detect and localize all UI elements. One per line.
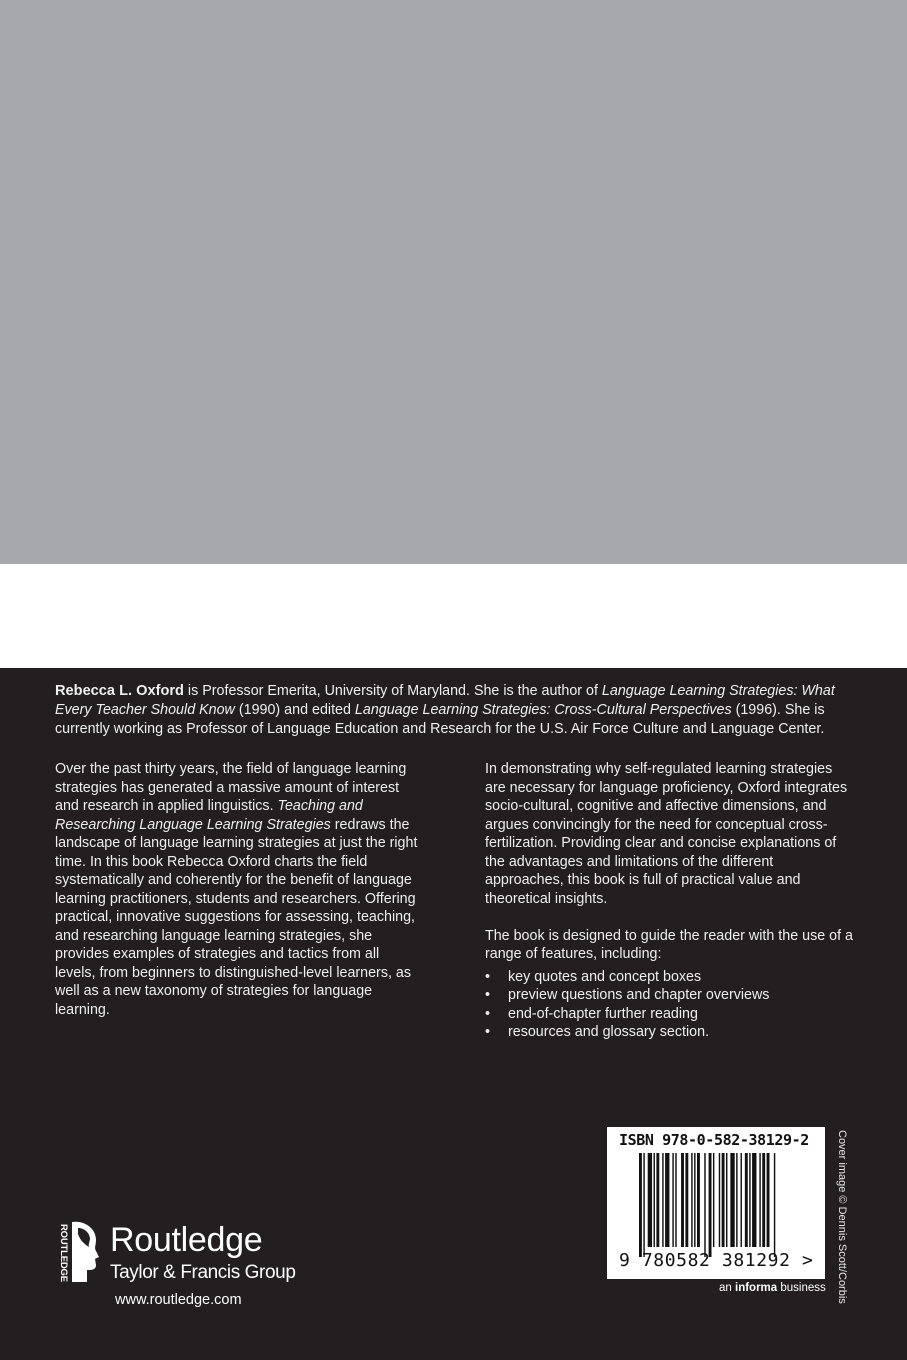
publisher-url: www.routledge.com: [115, 1292, 242, 1308]
bullet-icon: •: [485, 1005, 491, 1022]
barcode-bar: [694, 1153, 695, 1247]
informa-prefix: an: [719, 1282, 735, 1294]
informa-business: [719, 1282, 826, 1294]
blurb-book-title: Teaching and Researching Language Learning Strategies: [55, 798, 363, 833]
blurb-left-column: [55, 760, 420, 1019]
barcode-bar: [726, 1153, 727, 1247]
barcode-bar: [762, 1153, 765, 1247]
barcode-bar: [648, 1153, 652, 1247]
barcode-bar: [774, 1153, 775, 1257]
feature-text: key quotes and concept boxes: [508, 968, 702, 985]
barcode-bar: [643, 1153, 644, 1257]
barcode-bar: [675, 1153, 676, 1247]
list-item: [485, 986, 855, 1005]
barcode-bar: [759, 1153, 760, 1247]
routledge-mark-text: ROUTLEDGE: [58, 1224, 69, 1282]
list-item: [485, 1005, 855, 1024]
isbn-label: ISBN 978-0-582-38129-2: [619, 1131, 809, 1149]
barcode-bar: [685, 1153, 688, 1247]
list-item: [485, 1023, 855, 1042]
barcode-bar: [745, 1153, 748, 1247]
bio-text-3: (1996). She is currently working as Professor of Language Education and Research for the U.S. Air Force Culture and Language Center.: [55, 702, 825, 737]
features-list: [485, 968, 855, 1042]
author-name: Rebecca L. Oxford: [55, 683, 184, 699]
barcode-bar: [722, 1153, 725, 1247]
isbn-barcode-box: [607, 1127, 825, 1279]
blurb-text-2: redraws the landscape of language learning strategies at just the right time. In this book Rebecca Oxford charts the field systematically and coherently for the benefit of language learning practitioners, students and researchers. Offering practical, innovative suggestions for assessing, teaching, and researching language learning strategies, she provides examples of strategies and tactics from all levels, from beginners to distinguished-level learners, as well as a new taxonomy of strategies for language learning.: [55, 816, 418, 1018]
barcode-bar: [639, 1153, 642, 1257]
barcode-bar: [691, 1153, 692, 1247]
cover-image-credit: Cover image © Dennis Scott/Corbis: [836, 1130, 848, 1304]
list-item: [485, 968, 855, 987]
barcode-bar: [730, 1153, 734, 1247]
barcode-bar: [713, 1153, 714, 1247]
barcode-bar: [665, 1153, 669, 1247]
barcode-bar: [654, 1153, 655, 1247]
routledge-logo: [50, 1220, 310, 1310]
bio-text-1: is Professor Emerita, University of Maryland. She is the author of: [183, 683, 602, 699]
features-intro: The book is designed to guide the reader with the use of a range of features, including:: [485, 927, 853, 962]
barcode-bar: [752, 1153, 756, 1247]
blurb-paragraph: [55, 760, 420, 1019]
barcode-bar: [719, 1153, 720, 1247]
blurb-paragraph-2: In demonstrating why self-regulated learning strategies are necessary for language proficiency, Oxford integrates socio-cultural, cognitive and affective dimensions, and argues convincingly for the need for conceptual cross-fertilization. Providing clear and concise explanations of the advantages and limitations of the different approaches, this book is full of practical value and theoretical insights.: [485, 761, 848, 907]
barcode-bar: [704, 1153, 705, 1257]
top-gray-panel: [0, 0, 907, 564]
barcode-bar: [697, 1153, 700, 1247]
informa-suffix: business: [777, 1282, 826, 1294]
bullet-icon: •: [485, 987, 491, 1003]
barcode-bar: [662, 1153, 663, 1247]
bio-text-2: (1990) and edited: [234, 702, 355, 718]
blurb-right-column: [485, 760, 855, 1042]
barcode-bar: [767, 1153, 770, 1247]
author-bio: [55, 682, 855, 739]
bullet-icon: •: [485, 968, 491, 985]
bullet-icon: •: [485, 1024, 491, 1040]
publisher-group: Taylor & Francis Group: [110, 1262, 296, 1283]
bio-book-title-1: Language Learning Strategies: What Every Teacher Should Know: [55, 683, 835, 718]
back-cover-text-panel: [0, 668, 907, 1360]
feature-text: preview questions and chapter overviews: [508, 987, 770, 1003]
barcode-bar: [672, 1153, 673, 1247]
barcode-bar: [709, 1153, 712, 1257]
feature-text: resources and glossary section.: [508, 1024, 710, 1040]
barcode-bar: [741, 1153, 742, 1247]
barcode-bar: [681, 1153, 684, 1247]
barcode-bar: [736, 1153, 737, 1247]
informa-brand: informa: [735, 1282, 778, 1294]
barcode-bar: [656, 1153, 659, 1247]
barcode-bar: [749, 1153, 750, 1247]
white-band: [0, 564, 907, 668]
barcode-icon: [639, 1153, 809, 1257]
bio-book-title-2: Language Learning Strategies: Cross-Cultural Perspectives: [354, 702, 732, 718]
publisher-name: Routledge: [110, 1221, 263, 1259]
feature-text: end-of-chapter further reading: [508, 1005, 698, 1022]
routledge-head-icon: [50, 1220, 100, 1292]
ean-digits: 9 780582 381292 >: [619, 1250, 814, 1271]
blurb-text-1: Over the past thirty years, the field of language learning strategies has generated a massive amount of interest and research in applied linguistics.: [55, 761, 407, 814]
